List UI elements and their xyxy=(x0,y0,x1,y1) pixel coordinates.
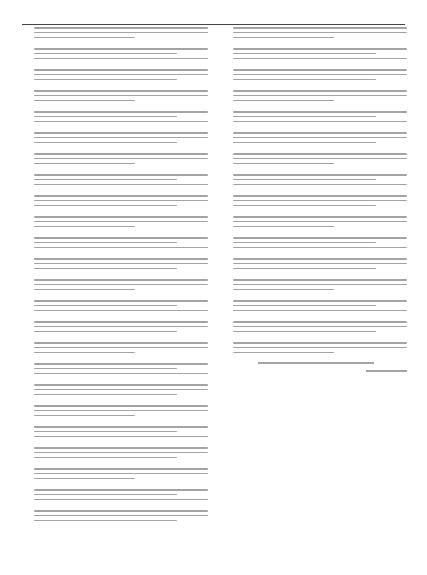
editor-credit xyxy=(221,370,407,376)
header-rule xyxy=(22,24,405,25)
reference-text-lines xyxy=(34,216,208,231)
reference-entry xyxy=(22,467,208,488)
reference-entry xyxy=(22,131,208,152)
reference-text-lines xyxy=(233,342,407,357)
reference-text-lines xyxy=(233,132,407,147)
reference-text-lines xyxy=(233,153,407,168)
reference-text-lines xyxy=(233,300,407,315)
reference-entry xyxy=(22,425,208,446)
reference-entry xyxy=(221,215,407,236)
reference-text-lines xyxy=(34,405,208,420)
reference-text-lines xyxy=(233,69,407,84)
reference-entry xyxy=(22,236,208,257)
reference-entry xyxy=(221,89,407,110)
reference-entry xyxy=(221,26,407,47)
reference-text-lines xyxy=(233,27,407,42)
reference-entry xyxy=(221,236,407,257)
reference-entry xyxy=(22,47,208,68)
reference-text-lines xyxy=(34,69,208,84)
reference-entry xyxy=(22,278,208,299)
reference-entry xyxy=(22,404,208,425)
reference-entry xyxy=(22,446,208,467)
reference-text-lines xyxy=(233,111,407,126)
reference-text-lines xyxy=(233,258,407,273)
reference-entry xyxy=(221,341,407,362)
reference-text-lines xyxy=(233,195,407,210)
text-placeholder xyxy=(258,362,373,364)
reference-entry xyxy=(221,257,407,278)
reference-entry xyxy=(22,341,208,362)
reference-text-lines xyxy=(34,342,208,357)
reference-text-lines xyxy=(233,279,407,294)
reference-entry xyxy=(22,68,208,89)
article-footer xyxy=(221,360,407,376)
reference-entry xyxy=(221,299,407,320)
reference-entry xyxy=(221,110,407,131)
reference-entry xyxy=(22,257,208,278)
reference-entry xyxy=(22,509,208,530)
reference-text-lines xyxy=(233,174,407,189)
reference-entry xyxy=(221,173,407,194)
reference-entry xyxy=(22,488,208,509)
reference-entry xyxy=(22,152,208,173)
reference-text-lines xyxy=(34,468,208,483)
references-left-column xyxy=(22,26,208,530)
reference-text-lines xyxy=(34,300,208,315)
received-date-line xyxy=(221,362,407,368)
reference-text-lines xyxy=(34,153,208,168)
reference-text-lines xyxy=(34,195,208,210)
reference-text-lines xyxy=(34,90,208,105)
reference-entry xyxy=(221,68,407,89)
reference-entry xyxy=(22,320,208,341)
reference-text-lines xyxy=(34,426,208,441)
reference-text-lines xyxy=(34,111,208,126)
reference-text-lines xyxy=(34,132,208,147)
references-right-column xyxy=(221,26,407,362)
reference-text-lines xyxy=(34,447,208,462)
reference-text-lines xyxy=(233,48,407,63)
reference-text-lines xyxy=(34,279,208,294)
reference-entry xyxy=(22,299,208,320)
reference-text-lines xyxy=(34,27,208,42)
reference-entry xyxy=(22,362,208,383)
reference-text-lines xyxy=(34,174,208,189)
page-header xyxy=(22,12,405,24)
reference-entry xyxy=(221,131,407,152)
reference-text-lines xyxy=(233,90,407,105)
reference-text-lines xyxy=(34,489,208,504)
reference-entry xyxy=(22,26,208,47)
reference-entry xyxy=(221,47,407,68)
reference-text-lines xyxy=(233,237,407,252)
reference-text-lines xyxy=(34,510,208,525)
reference-entry xyxy=(22,383,208,404)
reference-text-lines xyxy=(233,321,407,336)
reference-entry xyxy=(22,194,208,215)
reference-entry xyxy=(22,173,208,194)
reference-entry xyxy=(22,110,208,131)
reference-text-lines xyxy=(34,258,208,273)
reference-text-lines xyxy=(34,321,208,336)
text-placeholder xyxy=(366,370,407,372)
reference-entry xyxy=(221,278,407,299)
reference-entry xyxy=(221,152,407,173)
reference-text-lines xyxy=(34,48,208,63)
reference-text-lines xyxy=(34,363,208,378)
reference-entry xyxy=(22,89,208,110)
reference-text-lines xyxy=(34,384,208,399)
reference-text-lines xyxy=(233,216,407,231)
reference-entry xyxy=(221,194,407,215)
reference-entry xyxy=(221,320,407,341)
reference-entry xyxy=(22,215,208,236)
reference-text-lines xyxy=(34,237,208,252)
